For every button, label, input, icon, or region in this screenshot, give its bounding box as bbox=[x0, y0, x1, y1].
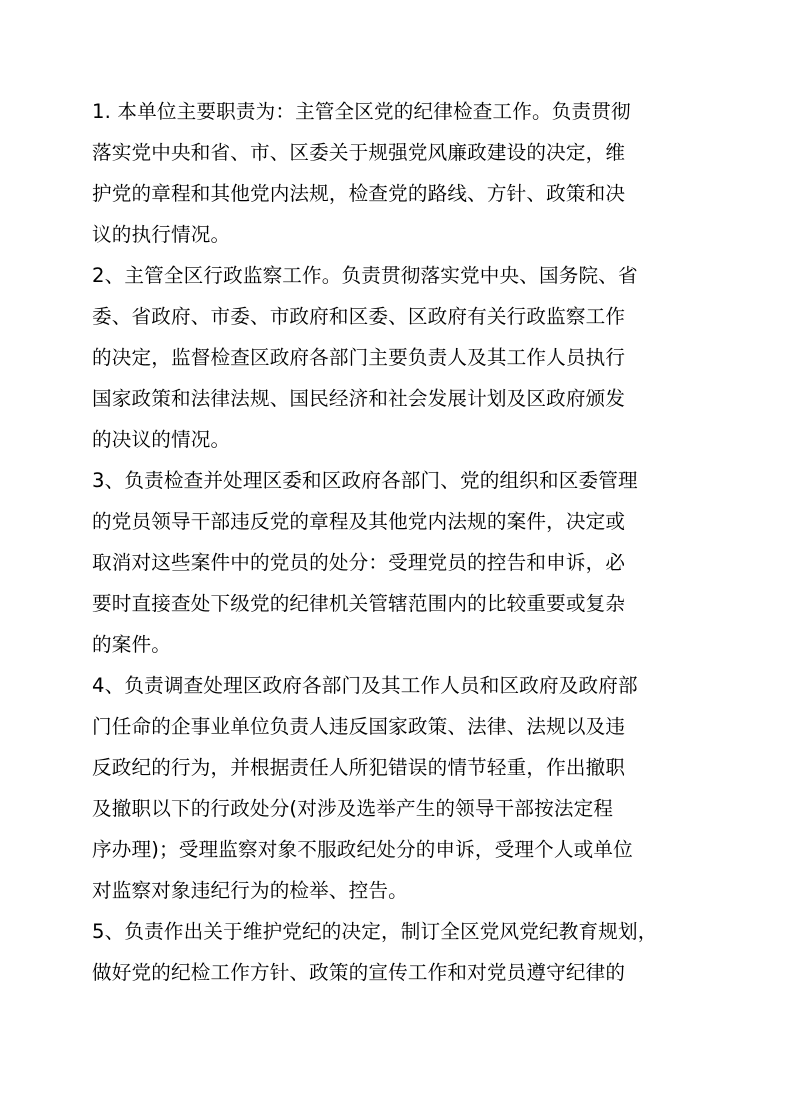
paragraph-5 bbox=[92, 911, 682, 993]
paragraph-2 bbox=[92, 255, 682, 460]
text-line: 的决议的情况。 bbox=[92, 428, 231, 451]
paragraph-4 bbox=[92, 665, 682, 911]
text-line: 及撤职以下的行政处分(对涉及选举产生的领导干部按法定程 bbox=[92, 797, 614, 820]
text-line: 2、主管全区行政监察工作。负责贯彻落实党中央、国务院、省 bbox=[92, 264, 638, 287]
text-line: 1. 本单位主要职责为：主管全区党的纪律检查工作。负责贯彻 bbox=[92, 100, 631, 123]
text-line: 5、负责作出关于维护党纪的决定，制订全区党风党纪教育规划， bbox=[92, 920, 658, 943]
text-line: 取消对这些案件中的党员的处分：受理党员的控告和申诉，必 bbox=[92, 551, 626, 574]
paragraph-1 bbox=[92, 91, 682, 255]
text-line: 委、省政府、市委、市政府和区委、区政府有关行政监察工作 bbox=[92, 305, 626, 328]
text-line: 对监察对象违纪行为的检举、控告。 bbox=[92, 879, 408, 902]
text-line: 护党的章程和其他党内法规，检查党的路线、方针、政策和决 bbox=[92, 182, 626, 205]
text-line: 国家政策和法律法规、国民经济和社会发展计划及区政府颁发 bbox=[92, 387, 626, 410]
text-line: 要时直接查处下级党的纪律机关管辖范围内的比较重要或复杂 bbox=[92, 592, 626, 615]
text-line: 反政纪的行为，并根据责任人所犯错误的情节轻重，作出撤职 bbox=[92, 756, 626, 779]
text-line: 门任命的企事业单位负责人违反国家政策、法律、法规以及违 bbox=[92, 715, 626, 738]
text-line: 落实党中央和省、市、区委关于规强党风廉政建设的决定，维 bbox=[92, 141, 626, 164]
text-line: 4、负责调查处理区政府各部门及其工作人员和区政府及政府部 bbox=[92, 674, 638, 697]
document-body bbox=[92, 91, 682, 993]
text-line: 序办理)；受理监察对象不服政纪处分的申诉，受理个人或单位 bbox=[92, 838, 633, 861]
paragraph-3 bbox=[92, 460, 682, 665]
text-line: 的案件。 bbox=[92, 633, 171, 656]
text-line: 议的执行情况。 bbox=[92, 223, 231, 246]
text-line: 的决定，监督检查区政府各部门主要负责人及其工作人员执行 bbox=[92, 346, 626, 369]
text-line: 做好党的纪检工作方针、政策的宣传工作和对党员遵守纪律的 bbox=[92, 961, 626, 984]
text-line: 的党员领导干部违反党的章程及其他党内法规的案件，决定或 bbox=[92, 510, 626, 533]
text-line: 3、负责检查并处理区委和区政府各部门、党的组织和区委管理 bbox=[92, 469, 638, 492]
